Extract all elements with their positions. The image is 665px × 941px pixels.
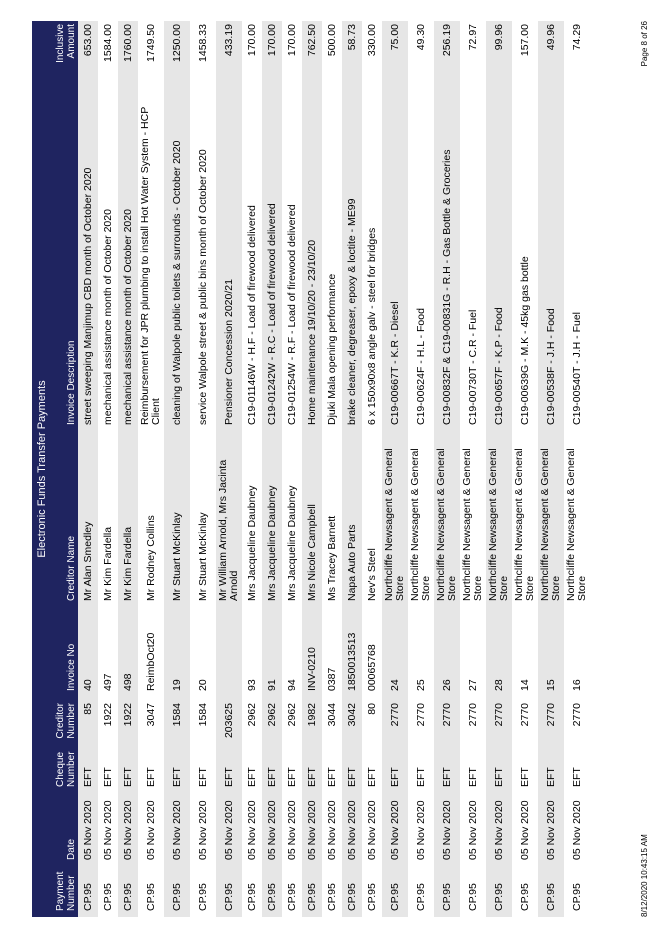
cheque-number-cell: EFT [388,767,401,787]
inclusive-amount-cell: 1760.00 [121,24,134,62]
table-row [460,21,486,917]
invoice-description-cell: C19-00657F - K.P - Food [492,307,505,425]
payment-number-cell: CP.95 [466,883,479,911]
invoice-no-cell: 14 [518,679,531,691]
cheque-number-cell: EFT [101,767,114,787]
table-row [216,21,242,917]
cheque-number-cell: EFT [245,767,258,787]
table-row [78,21,98,917]
creditor-name-cell: Mr Kim Fardella [101,526,114,601]
date-cell: 05 Nov 2020 [222,800,235,860]
invoice-no-cell: 94 [285,679,298,691]
creditor-number-cell: 203625 [222,703,235,739]
creditor-name-cell: Northcliffe Newsagent & General Store [383,448,406,601]
invoice-no-cell: ReimbOct20 [144,632,157,691]
cheque-number-cell: EFT [414,767,427,787]
header-creditor-name: Creditor Name [66,535,77,601]
payment-number-cell: CP.95 [196,883,209,911]
table-row [434,21,460,917]
payment-number-cell: CP.95 [81,883,94,911]
table-row [262,21,282,917]
creditor-number-cell: 80 [365,703,378,715]
inclusive-amount-cell: 49.96 [544,24,557,51]
invoice-description-cell: street sweeping Manjimup CBD month of October 2020 [81,167,94,425]
cheque-number-cell: EFT [81,767,94,787]
date-cell: 05 Nov 2020 [245,800,258,860]
invoice-no-cell: 1850013513 [345,632,358,691]
date-cell: 05 Nov 2020 [414,800,427,860]
payment-number-cell: CP.95 [121,883,134,911]
table-row [342,21,362,917]
cheque-number-cell: EFT [285,767,298,787]
cheque-number-cell: EFT [492,767,505,787]
creditor-number-cell: 2770 [544,703,557,727]
inclusive-amount-cell: 433.19 [222,24,235,57]
creditor-name-cell: Northcliffe Newsagent & General Store [487,448,510,601]
date-cell: 05 Nov 2020 [325,800,338,860]
header-date: Date [66,838,77,860]
creditor-name-cell: Northcliffe Newsagent & General Store [539,448,562,601]
invoice-no-cell: 91 [265,679,278,691]
invoice-description-cell: C19-00624F - H.L - Food [414,308,427,425]
date-cell: 05 Nov 2020 [285,800,298,860]
creditor-name-cell: Napa Auto Parts [345,524,358,601]
cheque-number-cell: EFT [518,767,531,787]
cheque-number-cell: EFT [440,767,453,787]
date-cell: 05 Nov 2020 [196,800,209,860]
payment-number-cell: CP.95 [345,883,358,911]
invoice-no-cell: 25 [414,679,427,691]
invoice-no-cell: 0387 [325,667,338,691]
invoice-description-cell: 6 x 150x90x8 angle galv - steel for bridges [365,227,378,425]
invoice-description-cell: mechanical assistance month of October 2020 [101,209,114,425]
date-cell: 05 Nov 2020 [440,800,453,860]
invoice-no-cell: 27 [466,679,479,691]
inclusive-amount-cell: 1584.00 [101,24,114,62]
payments-table [32,21,590,917]
payment-number-cell: CP.95 [544,883,557,911]
inclusive-amount-cell: 75.00 [388,24,401,51]
creditor-number-cell: 2770 [570,703,583,727]
payment-number-cell: CP.95 [325,883,338,911]
inclusive-amount-cell: 58.73 [345,24,358,51]
inclusive-amount-cell: 1749.50 [144,24,157,62]
invoice-no-cell: 20 [196,679,209,691]
cheque-number-cell: EFT [345,767,358,787]
cheque-number-cell: EFT [466,767,479,787]
creditor-number-cell: 1922 [121,703,134,727]
payment-number-cell: CP.95 [518,883,531,911]
creditor-name-cell: Mr Stuart McKinlay [196,512,209,601]
invoice-no-cell: 26 [440,679,453,691]
creditor-name-cell: Mr Rodney Collins [144,515,157,601]
table-row [164,21,190,917]
cheque-number-cell: EFT [170,767,183,787]
creditor-number-cell: 2770 [466,703,479,727]
date-cell: 05 Nov 2020 [570,800,583,860]
invoice-no-cell: 00065768 [365,644,378,691]
payment-number-cell: CP.95 [285,883,298,911]
invoice-no-cell: 93 [245,679,258,691]
inclusive-amount-cell: 330.00 [365,24,378,57]
invoice-description-cell: C19-00667T - K.R - Diesel [388,301,401,425]
creditor-name-cell: Nev's Steel [365,548,378,601]
cheque-number-cell: EFT [265,767,278,787]
invoice-description-cell: mechanical assistance month of October 2020 [121,209,134,425]
creditor-name-cell: Mrs Jacqueline Daubney [245,485,258,601]
page-number: Page 8 of 26 [640,21,649,67]
date-cell: 05 Nov 2020 [388,800,401,860]
date-cell: 05 Nov 2020 [492,800,505,860]
creditor-name-cell: Northcliffe Newsagent & General Store [435,448,458,601]
cheque-number-cell: EFT [144,767,157,787]
invoice-no-cell [216,604,242,700]
table-row [282,21,302,917]
creditor-name-cell: Ms Tracey Barnett [325,515,338,601]
payment-number-cell: CP.95 [170,883,183,911]
inclusive-amount-cell: 157.00 [518,24,531,57]
invoice-description-cell: C19-01146W - H.F - Load of firewood delivered [245,205,258,425]
payment-number-cell: CP.95 [245,883,258,911]
cheque-number-cell: EFT [544,767,557,787]
creditor-name-cell: Northcliffe Newsagent & General Store [409,448,432,601]
date-cell: 05 Nov 2020 [466,800,479,860]
creditor-number-cell: 1982 [305,703,318,727]
table-row [512,21,538,917]
date-cell: 05 Nov 2020 [81,800,94,860]
invoice-description-cell: C19-00730T - C.R - Fuel [466,309,479,425]
payment-number-cell: CP.95 [144,883,157,911]
table-row [408,21,434,917]
invoice-no-cell: 40 [81,679,94,691]
invoice-description-cell: cleaning of Walpole public toilets & surrounds - October 2020 [170,140,183,425]
invoice-no-cell: 498 [121,673,134,691]
date-cell: 05 Nov 2020 [265,800,278,860]
creditor-name-cell: Mr Alan Smedley [81,521,94,601]
creditor-name-cell: Mr Kim Fardella [121,526,134,601]
cheque-number-cell: EFT [121,767,134,787]
inclusive-amount-cell: 1458.33 [196,24,209,62]
table-row [322,21,342,917]
creditor-number-cell: 2962 [285,703,298,727]
invoice-description-cell: C19-00538F - J.H - Food [544,308,557,425]
creditor-number-cell: 2770 [414,703,427,727]
inclusive-amount-cell: 653.00 [81,24,94,57]
date-cell: 05 Nov 2020 [144,800,157,860]
creditor-number-cell: 2962 [245,703,258,727]
table-row [190,21,216,917]
payment-number-cell: CP.95 [492,883,505,911]
invoice-no-cell: INV-0210 [305,647,318,691]
table-header-row [52,21,78,917]
invoice-no-cell: 15 [544,679,557,691]
header-invoice-description: Invoice Description [66,340,77,425]
creditor-name-cell: Northcliffe Newsagent & General Store [513,448,536,601]
inclusive-amount-cell: 170.00 [285,24,298,57]
inclusive-amount-cell: 170.00 [265,24,278,57]
table-row [362,21,382,917]
header-cheque-number: Cheque Number [55,751,77,787]
inclusive-amount-cell: 762.50 [305,24,318,57]
invoice-description-cell: C19-01254W - R.F - Load of firewood delivered [285,204,298,425]
cheque-number-cell: EFT [365,767,378,787]
invoice-no-cell: 497 [101,673,114,691]
creditor-name-cell: Mrs Nicole Campbell [305,504,318,601]
invoice-description-cell: brake cleaner, degreaser, epoxy & loctite - ME99 [345,198,358,425]
creditor-name-cell: Mrs Jacqueline Daubney [285,485,298,601]
table-row [382,21,408,917]
payment-number-cell: CP.95 [222,883,235,911]
table-row [98,21,118,917]
table-row [486,21,512,917]
date-cell: 05 Nov 2020 [101,800,114,860]
table-row [538,21,564,917]
date-cell: 05 Nov 2020 [305,800,318,860]
invoice-description-cell: C19-01242W - R.C - Load of firewood delivered [265,203,278,425]
table-row [564,21,590,917]
invoice-no-cell: 19 [170,679,183,691]
creditor-number-cell: 3044 [325,703,338,727]
payment-number-cell: CP.95 [570,883,583,911]
invoice-description-cell: Pensioner Concession 2020/21 [222,279,235,425]
inclusive-amount-cell: 49.30 [414,24,427,51]
invoice-description-cell: Home maintenance 19/10/20 - 23/10/20 [305,239,318,425]
cheque-number-cell: EFT [305,767,318,787]
table-title: Electronic Funds Transfer Payments [32,21,52,917]
header-payment-number: Payment Number [55,871,77,911]
creditor-number-cell: 2770 [388,703,401,727]
header-invoice-no: Invoice No [66,643,77,691]
invoice-no-cell: 16 [570,679,583,691]
date-cell: 05 Nov 2020 [121,800,134,860]
inclusive-amount-cell: 99.96 [492,24,505,51]
payment-number-cell: CP.95 [101,883,114,911]
creditor-number-cell: 2770 [440,703,453,727]
inclusive-amount-cell: 1250.00 [170,24,183,62]
creditor-number-cell: 1584 [170,703,183,727]
date-cell: 05 Nov 2020 [170,800,183,860]
invoice-description-cell: Reimbursement for JPR plumbing to install Hot Water System - HCP Client [139,106,162,425]
table-body [78,21,590,917]
payment-number-cell: CP.95 [388,883,401,911]
creditor-number-cell: 1584 [196,703,209,727]
creditor-number-cell: 1922 [101,703,114,727]
table-row [242,21,262,917]
inclusive-amount-cell: 72.97 [466,24,479,51]
invoice-description-cell: C19-00832F & C19-00831G - R.H - Gas Bottle & Groceries [440,149,453,425]
inclusive-amount-cell: 74.29 [570,24,583,51]
invoice-no-cell: 28 [492,679,505,691]
cheque-number-cell: EFT [570,767,583,787]
payment-number-cell: CP.95 [265,883,278,911]
invoice-no-cell: 24 [388,679,401,691]
creditor-name-cell: Northcliffe Newsagent & General Store [565,448,588,601]
cheque-number-cell: EFT [325,767,338,787]
creditor-name-cell: Mr William Arnold, Mrs Jacinta Arnold [217,459,240,601]
payment-number-cell: CP.95 [414,883,427,911]
print-timestamp: 8/12/2020 10:43:15 AM [640,834,649,917]
creditor-number-cell: 2770 [492,703,505,727]
date-cell: 05 Nov 2020 [518,800,531,860]
header-inclusive-amount: Inclusive Amount [55,24,77,63]
cheque-number-cell: EFT [196,767,209,787]
table-row [118,21,138,917]
creditor-number-cell: 85 [81,703,94,715]
payment-number-cell: CP.95 [365,883,378,911]
invoice-description-cell: service Walpole street & public bins month of October 2020 [196,149,209,425]
header-creditor-number: Creditor Number [55,703,77,739]
cheque-number-cell: EFT [222,767,235,787]
date-cell: 05 Nov 2020 [544,800,557,860]
invoice-description-cell: C19-00540T - J.H - Fuel [570,311,583,425]
inclusive-amount-cell: 500.00 [325,24,338,57]
inclusive-amount-cell: 256.19 [440,24,453,57]
creditor-name-cell: Mr Stuart McKinlay [170,512,183,601]
payment-number-cell: CP.95 [440,883,453,911]
invoice-description-cell: Djuki Mala opening performance [325,273,338,425]
creditor-name-cell: Northcliffe Newsagent & General Store [461,448,484,601]
date-cell: 05 Nov 2020 [345,800,358,860]
table-row [138,21,164,917]
creditor-number-cell: 2770 [518,703,531,727]
inclusive-amount-cell: 170.00 [245,24,258,57]
table-row [302,21,322,917]
creditor-name-cell: Mrs Jacqueline Daubney [265,485,278,601]
date-cell: 05 Nov 2020 [365,800,378,860]
creditor-number-cell: 3042 [345,703,358,727]
creditor-number-cell: 2962 [265,703,278,727]
creditor-number-cell: 3047 [144,703,157,727]
invoice-description-cell: C19-00639G - M.K - 45kg gas bottle [518,256,531,425]
payment-number-cell: CP.95 [305,883,318,911]
